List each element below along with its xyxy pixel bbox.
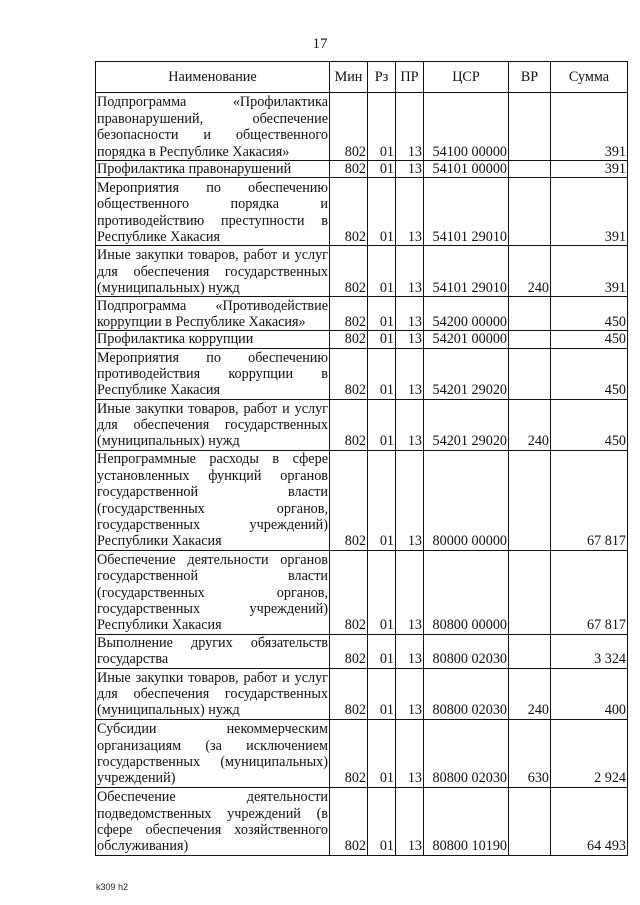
document-code: k309 h2 — [96, 882, 129, 892]
row-min: 802 — [330, 297, 368, 331]
row-min: 802 — [330, 161, 368, 178]
row-pr: 13 — [396, 178, 424, 246]
row-sum: 391 — [551, 178, 628, 246]
table-row — [96, 719, 628, 787]
row-min: 802 — [330, 668, 368, 719]
row-vr — [509, 297, 551, 331]
row-vr — [509, 161, 551, 178]
row-name: Иные закупки товаров, работ и услуг для обеспечения государственных (муниципальных) нужд — [97, 247, 328, 296]
row-rz: 01 — [368, 161, 396, 178]
row-sum: 2 924 — [551, 719, 628, 787]
row-rz: 01 — [368, 93, 396, 161]
table-row — [96, 399, 628, 450]
row-csr: 80800 02030 — [424, 634, 509, 668]
row-rz: 01 — [368, 550, 396, 634]
row-min: 802 — [330, 331, 368, 348]
row-sum: 391 — [551, 93, 628, 161]
row-pr: 13 — [396, 450, 424, 550]
row-csr: 80800 00000 — [424, 550, 509, 634]
row-name: Мероприятия по обеспечению противодействия коррупции в Республике Хакасия — [97, 349, 328, 399]
row-rz: 01 — [368, 634, 396, 668]
row-csr: 54201 29020 — [424, 348, 509, 399]
row-pr: 13 — [396, 297, 424, 331]
row-rz: 01 — [368, 787, 396, 855]
row-pr: 13 — [396, 634, 424, 668]
table-row — [96, 634, 628, 668]
row-sum: 450 — [551, 297, 628, 331]
row-vr — [509, 331, 551, 348]
row-min: 802 — [330, 719, 368, 787]
row-rz: 01 — [368, 668, 396, 719]
row-rz: 01 — [368, 450, 396, 550]
row-pr: 13 — [396, 161, 424, 178]
row-name: Подпрограмма «Противодействие коррупции в Республике Хакасия» — [97, 297, 328, 330]
row-name: Субсидии некоммерческим организациям (за исключением государственных (муниципальных) учреждений) — [97, 721, 328, 787]
table-header-row — [96, 62, 628, 93]
row-rz: 01 — [368, 246, 396, 297]
row-sum: 3 324 — [551, 634, 628, 668]
budget-table — [95, 61, 628, 856]
row-sum: 67 817 — [551, 450, 628, 550]
row-pr: 13 — [396, 331, 424, 348]
row-vr — [509, 93, 551, 161]
row-csr: 54101 29010 — [424, 246, 509, 297]
row-rz: 01 — [368, 178, 396, 246]
row-rz: 01 — [368, 348, 396, 399]
row-min: 802 — [330, 399, 368, 450]
row-vr — [509, 178, 551, 246]
row-rz: 01 — [368, 719, 396, 787]
row-name: Профилактика коррупции — [96, 331, 330, 348]
row-vr — [509, 634, 551, 668]
row-vr: 240 — [509, 246, 551, 297]
row-sum: 450 — [551, 348, 628, 399]
page-number: 17 — [312, 36, 328, 52]
row-min: 802 — [330, 246, 368, 297]
row-sum: 64 493 — [551, 787, 628, 855]
row-rz: 01 — [368, 399, 396, 450]
header-csr: ЦСР — [424, 62, 509, 93]
row-rz: 01 — [368, 331, 396, 348]
row-csr: 80000 00000 — [424, 450, 509, 550]
row-name: Выполнение других обязательств государства — [97, 635, 328, 668]
row-csr: 54201 00000 — [424, 331, 509, 348]
row-rz: 01 — [368, 297, 396, 331]
table-row — [96, 787, 628, 855]
row-pr: 13 — [396, 93, 424, 161]
table-row — [96, 93, 628, 161]
table-row — [96, 450, 628, 550]
row-csr: 54100 00000 — [424, 93, 509, 161]
row-csr: 54201 29020 — [424, 399, 509, 450]
row-pr: 13 — [396, 719, 424, 787]
row-csr: 80800 02030 — [424, 668, 509, 719]
row-csr: 54101 00000 — [424, 161, 509, 178]
row-sum: 391 — [551, 246, 628, 297]
header-pr: ПР — [396, 62, 424, 93]
row-sum: 450 — [551, 331, 628, 348]
header-rz: Рз — [368, 62, 396, 93]
row-vr — [509, 450, 551, 550]
row-pr: 13 — [396, 399, 424, 450]
row-name: Непрограммные расходы в сфере установленных функций органов государственной власти (государственных органов, государственных учреждений) Республики Хакасия — [97, 451, 328, 550]
row-name: Профилактика правонарушений — [96, 161, 330, 178]
row-min: 802 — [330, 348, 368, 399]
row-min: 802 — [330, 634, 368, 668]
row-pr: 13 — [396, 348, 424, 399]
row-min: 802 — [330, 550, 368, 634]
row-min: 802 — [330, 178, 368, 246]
row-min: 802 — [330, 787, 368, 855]
row-min: 802 — [330, 450, 368, 550]
row-sum: 67 817 — [551, 550, 628, 634]
table-row — [96, 246, 628, 297]
row-csr: 80800 02030 — [424, 719, 509, 787]
table-row — [96, 550, 628, 634]
header-sum: Сумма — [551, 62, 628, 93]
row-vr: 630 — [509, 719, 551, 787]
row-name: Мероприятия по обеспечению общественного порядка и противодействию преступности в Республике Хакасия — [97, 179, 328, 245]
row-pr: 13 — [396, 550, 424, 634]
header-min: Мин — [330, 62, 368, 93]
row-name: Подпрограмма «Профилактика правонарушений, обеспечение безопасности и общественного порядка в Республике Хакасия» — [97, 94, 328, 160]
table-row — [96, 297, 628, 331]
row-name: Обеспечение деятельности подведомственных учреждений (в сфере обеспечения хозяйственного обслуживания) — [97, 789, 328, 855]
row-vr: 240 — [509, 668, 551, 719]
row-pr: 13 — [396, 246, 424, 297]
table-row — [96, 668, 628, 719]
row-vr — [509, 348, 551, 399]
row-csr: 54200 00000 — [424, 297, 509, 331]
table-row — [96, 331, 628, 348]
table-row — [96, 348, 628, 399]
row-vr — [509, 787, 551, 855]
row-min: 802 — [330, 93, 368, 161]
header-name: Наименование — [96, 62, 330, 93]
table-row — [96, 178, 628, 246]
row-name: Обеспечение деятельности органов государственной власти (государственных органов, государственных учреждений) Республики Хакасия — [97, 551, 328, 634]
row-csr: 54101 29010 — [424, 178, 509, 246]
row-name: Иные закупки товаров, работ и услуг для обеспечения государственных (муниципальных) нужд — [97, 400, 328, 450]
row-vr — [509, 550, 551, 634]
table-row — [96, 161, 628, 178]
row-name: Иные закупки товаров, работ и услуг для обеспечения государственных (муниципальных) нужд — [97, 669, 328, 719]
row-vr: 240 — [509, 399, 551, 450]
row-csr: 80800 10190 — [424, 787, 509, 855]
row-pr: 13 — [396, 787, 424, 855]
row-pr: 13 — [396, 668, 424, 719]
row-sum: 400 — [551, 668, 628, 719]
header-vr: ВР — [509, 62, 551, 93]
row-sum: 450 — [551, 399, 628, 450]
row-sum: 391 — [551, 161, 628, 178]
